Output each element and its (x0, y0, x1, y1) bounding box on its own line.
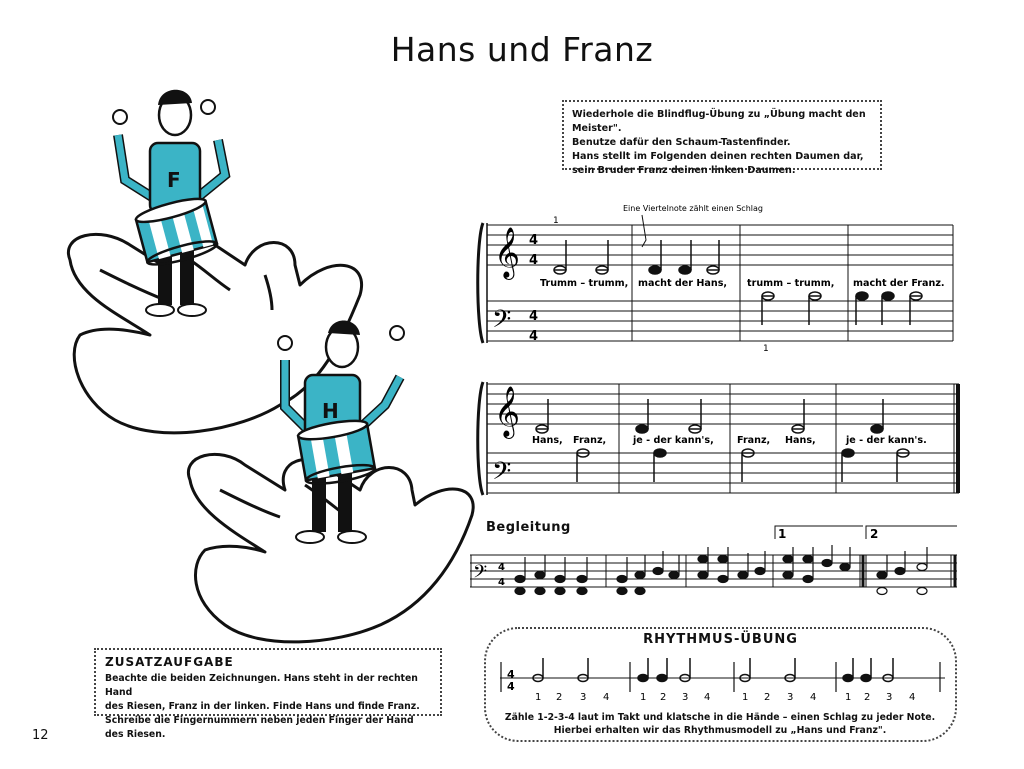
page-title: Hans und Franz (390, 30, 654, 69)
time-sig-bottom: 4 (529, 253, 539, 268)
count: 4 (704, 692, 711, 703)
accompaniment-staff (470, 526, 957, 595)
instruction-line: Benutze dafür den Schaum-Tastenfinder. (572, 137, 791, 148)
bass-clef-icon: 𝄢 (492, 305, 512, 340)
volta-2: 2 (870, 527, 879, 541)
extra-task-box (94, 648, 442, 740)
count: 4 (603, 692, 610, 703)
time-sig-top: 4 (529, 233, 539, 248)
extra-task-line: des Riesen, Franz in der linken. Finde Hans und finde Franz. (105, 701, 420, 712)
shirt-letter-h: H (322, 399, 339, 423)
rhythm-line: Zähle 1-2-3-4 laut im Takt und klatsche in die Hände – einen Schlag zu jeder Note. (504, 712, 936, 723)
count: 2 (660, 692, 667, 703)
lyric: je - der kann's, (633, 435, 714, 446)
count: 1 (845, 692, 852, 703)
rhythm-time-bottom: 4 (507, 680, 515, 693)
rhythm-instructions (500, 711, 940, 737)
acc-time-sig-bottom: 4 (498, 577, 505, 588)
lyric: Hans, (785, 435, 816, 446)
rhythm-staff (500, 652, 950, 704)
lyric: macht der Hans, (638, 278, 728, 289)
instruction-line: Wiederhole die Blindflug-Übung zu „Übung macht den Meister". (572, 109, 866, 134)
acc-time-sig-top: 4 (498, 562, 505, 573)
time-sig-bottom-bass: 4 (529, 329, 539, 344)
lyric: Franz, (573, 435, 607, 446)
finger-number-bottom: 1 (763, 344, 769, 354)
count: 1 (535, 692, 542, 703)
count: 3 (682, 692, 689, 703)
count: 1 (742, 692, 749, 703)
time-sig-top-bass: 4 (529, 309, 539, 324)
count: 2 (864, 692, 871, 703)
bass-clef-icon: 𝄢 (492, 457, 512, 492)
system-1 (478, 223, 953, 344)
bass-notes-row2 (577, 449, 909, 482)
extra-task-line: Beachte die beiden Zeichnungen. Hans steht in der rechten Hand (105, 673, 418, 698)
accompaniment-label: Begleitung (486, 520, 571, 535)
lyric: Trumm – trumm, (540, 278, 629, 289)
count: 2 (764, 692, 771, 703)
instruction-line: sein Bruder Franz deinen linken Daumen. (572, 165, 796, 176)
rhythm-title: RHYTHMUS-ÜBUNG (643, 632, 798, 647)
shirt-letter-f: F (167, 168, 181, 192)
count: 3 (580, 692, 587, 703)
rhythm-line: Hierbei erhalten wir das Rhythmusmodell zu „Hans und Franz". (553, 725, 887, 736)
extra-task-line: Schreibe die Fingernummern neben jeden Finger der Hand des Riesen. (105, 715, 414, 740)
treble-clef-icon: 𝄞 (494, 227, 521, 278)
lyric: Hans, (532, 435, 563, 446)
drummer-illustration (40, 85, 480, 645)
rhythm-time-top: 4 (507, 668, 515, 681)
treble-clef-icon: 𝄞 (494, 386, 521, 437)
quarter-note-annotation: Eine Viertelnote zählt einen Schlag (623, 204, 763, 213)
count: 3 (886, 692, 893, 703)
bass-clef-icon: 𝄢 (473, 562, 488, 587)
count: 2 (556, 692, 563, 703)
lyric: macht der Franz. (853, 278, 945, 289)
lyric: Franz, (737, 435, 771, 446)
instruction-line: Hans stellt im Folgenden deinen rechten Daumen dar, (572, 151, 864, 162)
volta-1: 1 (778, 527, 787, 541)
count: 4 (810, 692, 817, 703)
finger-number-top: 1 (553, 216, 559, 226)
extra-task-heading: ZUSATZAUFGABE (105, 655, 234, 669)
instruction-box (562, 100, 882, 176)
bass-notes-row1 (762, 292, 922, 325)
lyric: trumm – trumm, (747, 278, 835, 289)
count: 3 (787, 692, 794, 703)
lyric: je - der kann's. (846, 435, 927, 446)
sheet-music (470, 195, 970, 615)
page-number: 12 (32, 728, 49, 743)
system-2 (478, 382, 959, 495)
count: 4 (909, 692, 916, 703)
count: 1 (640, 692, 647, 703)
